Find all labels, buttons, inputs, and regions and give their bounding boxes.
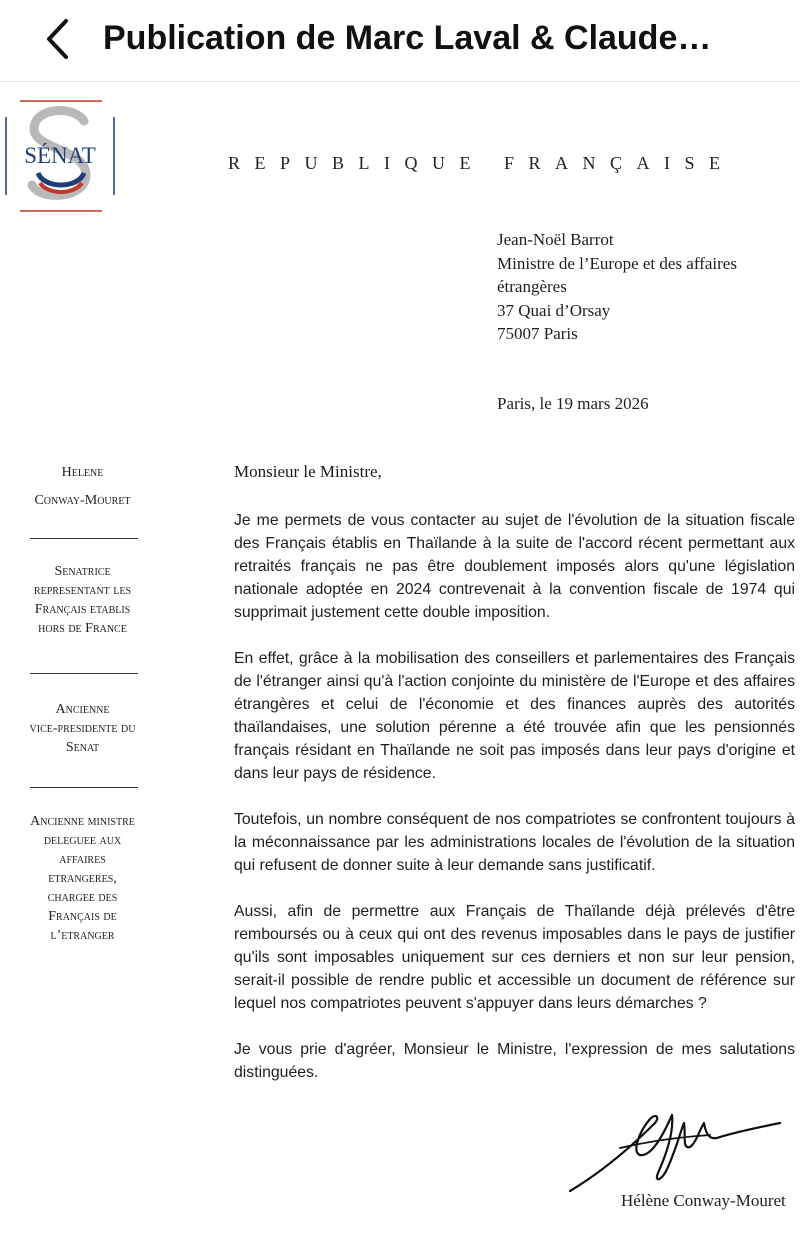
app-header: [0, 0, 800, 82]
title3-line6: Français de: [48, 909, 117, 924]
recipient-city: 75007 Paris: [497, 324, 578, 343]
title3-line1: Ancienne ministre: [30, 814, 135, 829]
recipient-role-line1: Ministre de l’Europe et des affaires: [497, 253, 737, 273]
salutation: Monsieur le Ministre,: [234, 462, 382, 481]
republique-heading: REPUBLIQUE FRANÇAISE: [228, 153, 735, 173]
paragraph-4: Aussi, afin de permettre aux Français de Thaïlande déjà prélevés d'être remboursés ou à ceux qui ont des revenus imposables dans le pays de justifier qu'ils sont imposables uniquement sur ces derniers et non sur leur pension, serait-il possible de rendre public et accessible un document de référence sur lequel nos compatriotes peuvent s'appuyer dans leurs démarches ?: [234, 903, 795, 1012]
title3-line5: chargee des: [47, 890, 118, 905]
signer-name: Hélène Conway-Mouret: [621, 1191, 786, 1210]
recipient-street: 37 Quai d’Orsay: [497, 300, 611, 320]
sidebar-divider: [30, 538, 138, 539]
title1-line3: Français etablis: [34, 602, 131, 617]
title1-line4: hors de France: [38, 621, 127, 636]
recipient-address: [497, 228, 787, 346]
title3-line2: deleguee aux: [43, 833, 122, 848]
title2-line2: vice-presidente du: [29, 721, 136, 736]
back-button[interactable]: [36, 14, 80, 64]
sender-sidebar: [0, 449, 165, 949]
recipient-name: Jean-Noël Barrot: [497, 230, 614, 249]
sender-name-line2: Conway-Mouret: [34, 493, 131, 508]
sender-title-vice-presidente: [0, 700, 165, 757]
paragraph-2: En effet, grâce à la mobilisation des conseillers et parlementaires des Français de l'étranger ainsi qu'à l'action conjointe du ministère de l'Europe et des affaires étrangères et celui de l'économie et des finances auprès des autorités thaïlandaises, une solution pérenne a été trouvée afin que les pensionnés français résidant en Thaïlande ne soit pas imposés dans leur pays d'origine et dans leur pays de résidence.: [234, 650, 795, 782]
letter-body: [234, 509, 795, 1107]
logo-text: SÉNAT: [24, 143, 96, 168]
title3-line3: affaires: [59, 852, 106, 867]
title3-line4: etrangeres,: [48, 871, 117, 886]
sidebar-divider: [30, 673, 138, 674]
title2-line1: Ancienne: [55, 702, 110, 717]
chevron-left-icon: [44, 17, 72, 61]
sender-name-line1: Helene: [61, 465, 104, 480]
paragraph-1: Je me permets de vous contacter au sujet de l'évolution de la situation fiscale des Français établis en Thaïlande à la suite de l'accord récent permettant aux retraités français ne pas être doublement imposés alors qu'une législation nationale adoptée en 2024 contrevenait à la convention fiscale de 1974 qui supprimait justement cette double imposition.: [234, 512, 795, 621]
handwritten-signature: [560, 1093, 790, 1198]
title1-line1: Senatrice: [54, 564, 111, 579]
sender-title-ministre: [0, 812, 165, 945]
letter-document: [0, 83, 800, 1250]
paragraph-5: Je vous prie d'agréer, Monsieur le Ministre, l'expression de mes salutations distinguées.: [234, 1041, 795, 1081]
letter-date: Paris, le 19 mars 2026: [497, 394, 649, 413]
sender-name: [0, 463, 165, 510]
recipient-role-line2: étrangères: [497, 277, 567, 296]
senat-logo: [4, 97, 116, 215]
title3-line7: l’etranger: [50, 928, 115, 943]
sidebar-divider: [30, 787, 138, 788]
page-title: Publication de Marc Laval & Claude…: [103, 19, 712, 57]
paragraph-3: Toutefois, un nombre conséquent de nos compatriotes se confrontent toujours à la méconnaissance par les administrations locales de l'évolution de la situation qui refusent de donner suite à leur demande sans justificatif.: [234, 811, 795, 874]
title1-line2: representant les: [33, 583, 132, 598]
title2-line3: Senat: [65, 740, 100, 755]
sender-title-senatrice: [0, 562, 165, 638]
